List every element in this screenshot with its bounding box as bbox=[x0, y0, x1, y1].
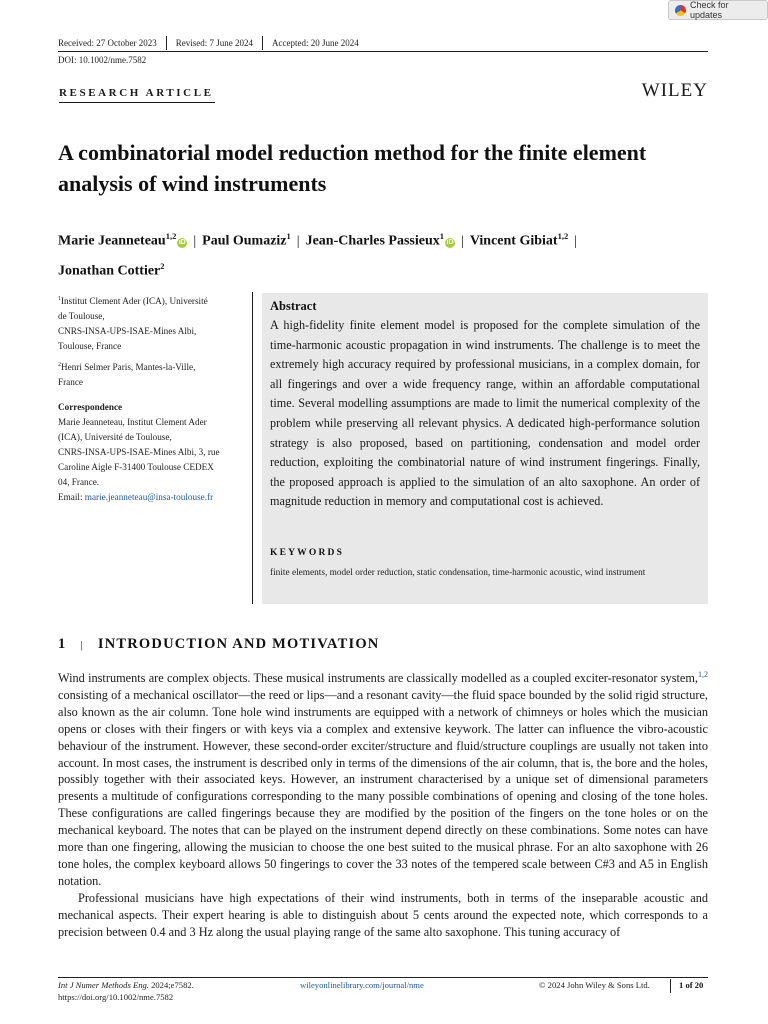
affiliation-1-line: Toulouse, France bbox=[58, 341, 122, 352]
article-type: RESEARCH ARTICLE bbox=[59, 87, 214, 99]
citation-link[interactable]: 1,2 bbox=[698, 669, 708, 679]
journal-site-link[interactable]: wileyonlinelibrary.com/journal/nme bbox=[300, 980, 424, 990]
crossmark-icon bbox=[675, 5, 686, 16]
paragraph-text: consisting of a mechanical oscillator—the reed or lips—and a resonant cavity—the fluid space bounded by the solid rigid structure, also known as the air column. Tone hole wind instruments are equipped with a network of chimneys or holes which the musician opens or closes with their fingers or with keys via a complex and extensive keywork. The latter can influence the vibro-acoustic behaviour of the instrument. However, these second-order exciter/structure and fluid/structure couplings are usually not taken into account. In most cases, the instrument is described only in terms of the dimensions of the air column, that is, the bore and the holes, possibly together with their associated keys. However, an instrument characterised by a unique set of dimensional parameters presents a multitude of configurations corresponding to the many possible combinations of opening and closing of the tone holes. These configurations are called fingerings because they are modified by the position of the fingers on the tone holes or on the mechanical keyboard. The notes that can be played on the instrument depend directly on these combinations. Some notes can have more than one fingering, allowing the musician to choose the one best suited to the musical phrase. For an alto saxophone with 26 tone holes, the complex keyboard allows 50 fingerings to cover the 33 notes of the tempered scale between C#3 and A5 in English notation. bbox=[58, 687, 708, 888]
author-affiliation-sup: 1,2 bbox=[165, 231, 177, 241]
footer-rule bbox=[58, 977, 708, 978]
author-list bbox=[58, 224, 718, 283]
header-rule bbox=[58, 51, 708, 52]
footer-divider bbox=[670, 979, 671, 993]
author-affiliation-sup: 1,2 bbox=[557, 231, 569, 241]
received-date: Received: 27 October 2023 bbox=[58, 38, 157, 48]
footer-citation bbox=[58, 980, 194, 1003]
author-separator: | bbox=[296, 233, 300, 249]
email-link[interactable]: marie.jeanneteau@insa-toulouse.fr bbox=[84, 492, 214, 503]
affiliation-1-line bbox=[58, 292, 243, 309]
author-separator: | bbox=[461, 233, 464, 249]
author-separator: | bbox=[193, 233, 197, 249]
correspondence-line: Marie Jeanneteau, Institut Clement Ader bbox=[58, 417, 207, 428]
orcid-icon[interactable]: iD bbox=[178, 238, 186, 246]
affiliation-1-line: de Toulouse, bbox=[58, 311, 105, 322]
abstract-text: A high-fidelity finite element model is proposed for the complete simulation of the time-harmonic acoustic propagation in wind instruments. The challenge is to meet the extremely high accuracy required by professional musicians, in a complex domain, for all fingerings and over a wide frequency range, within an affordable computational time. Several modelling assumptions are made to limit the numerical complexity of the problem while preserving all relevant physics. A dedicated high-performance solution strategy is also proposed, based on partitioning, condensation and model order reduction, exploiting the combinatorial nature of wind instrument fingerings. Finally, the proposed approach is applied to the simulation of an alto saxophone. An order of magnitude reduction in memory and computational cost is achieved. bbox=[270, 318, 700, 509]
paper-title: A combinatorial model reduction method for the finite element analysis of wind instruments bbox=[58, 140, 647, 196]
author-affiliation-sup: 2 bbox=[160, 260, 165, 271]
affiliation-2-line: France bbox=[58, 377, 83, 388]
section-title: INTRODUCTION AND MOTIVATION bbox=[97, 636, 380, 652]
affiliation-2-line bbox=[58, 358, 243, 375]
author-name[interactable]: Jonathan Cottier bbox=[58, 263, 161, 279]
section-heading bbox=[58, 636, 379, 653]
author-name[interactable]: Vincent Gibiat bbox=[469, 233, 558, 249]
section-number: 1 bbox=[58, 636, 67, 652]
citation-number: 2024;e7582. bbox=[148, 980, 194, 990]
footer-doi[interactable]: https://doi.org/10.1002/nme.7582 bbox=[58, 991, 174, 1002]
author-separator: | bbox=[574, 233, 578, 249]
author-affiliation-sup: 1 bbox=[439, 231, 445, 241]
email-label: Email: bbox=[58, 492, 85, 503]
abstract-heading: Abstract bbox=[270, 299, 317, 313]
correspondence-line: CNRS-INSA-UPS-ISAE-Mines Albi, 3, rue bbox=[58, 447, 220, 458]
revised-date: Revised: 7 June 2024 bbox=[175, 38, 253, 48]
affiliation-text: Institut Clement Ader (ICA), Université bbox=[61, 296, 208, 307]
paragraph-text: Wind instruments are complex objects. These musical instruments are classically modelled as a coupled exciter-resonator system, bbox=[58, 671, 698, 685]
journal-name: Int J Numer Methods Eng. bbox=[58, 980, 149, 990]
affiliation-sup: 1 bbox=[58, 296, 61, 302]
keywords-text: finite elements, model order reduction, static condensation, time-harmonic acoustic, wind instrument bbox=[270, 568, 646, 578]
author-name[interactable]: Jean-Charles Passieux bbox=[305, 233, 440, 249]
keywords-heading: KEYWORDS bbox=[270, 548, 345, 558]
author-name[interactable]: Paul Oumaziz bbox=[202, 233, 287, 249]
divider bbox=[166, 36, 167, 50]
correspondence-heading: Correspondence bbox=[58, 402, 123, 413]
orcid-icon[interactable]: iD bbox=[446, 238, 454, 246]
article-dates bbox=[58, 35, 359, 51]
check-for-updates-button[interactable] bbox=[668, 0, 768, 20]
author-name[interactable]: Marie Jeanneteau bbox=[58, 233, 166, 249]
paragraph bbox=[58, 670, 708, 890]
paragraph: Professional musicians have high expectations of their wind instruments, both in terms of the inseparable acoustic and mechanical aspects. Their expert hearing is able to distinguish about 5 cents around the expected note, which corresponds to a precision between 0.4 and 3 Hz along the usual playing range of the same alto saxophone. This tuning accuracy of bbox=[58, 890, 708, 939]
divider bbox=[262, 36, 263, 50]
affiliations bbox=[58, 292, 243, 505]
affiliation-sup: 2 bbox=[58, 362, 61, 369]
author-affiliation-sup: 1 bbox=[286, 231, 291, 241]
correspondence-line: (ICA), Université de Toulouse, bbox=[58, 432, 172, 443]
affiliation-1-line: CNRS-INSA-UPS-ISAE-Mines Albi, bbox=[58, 326, 197, 337]
correspondence-line: Caroline Aigle F-31400 Toulouse CEDEX bbox=[58, 462, 214, 473]
email-line bbox=[58, 490, 243, 505]
accepted-date: Accepted: 20 June 2024 bbox=[271, 38, 359, 48]
doi: DOI: 10.1002/nme.7582 bbox=[58, 55, 147, 65]
column-divider bbox=[252, 292, 253, 604]
article-type-underline bbox=[59, 102, 215, 103]
body-text bbox=[58, 670, 708, 941]
check-for-updates-label: Check for updates bbox=[690, 0, 729, 20]
section-separator: | bbox=[80, 638, 84, 651]
affiliation-text: Henri Selmer Paris, Mantes-la-Ville, bbox=[61, 362, 196, 373]
publisher-logo: WILEY bbox=[641, 80, 708, 101]
copyright: © 2024 John Wiley & Sons Ltd. bbox=[539, 980, 650, 990]
page-number: 1 of 20 bbox=[679, 980, 704, 990]
correspondence-line: 04, France. bbox=[58, 477, 100, 488]
